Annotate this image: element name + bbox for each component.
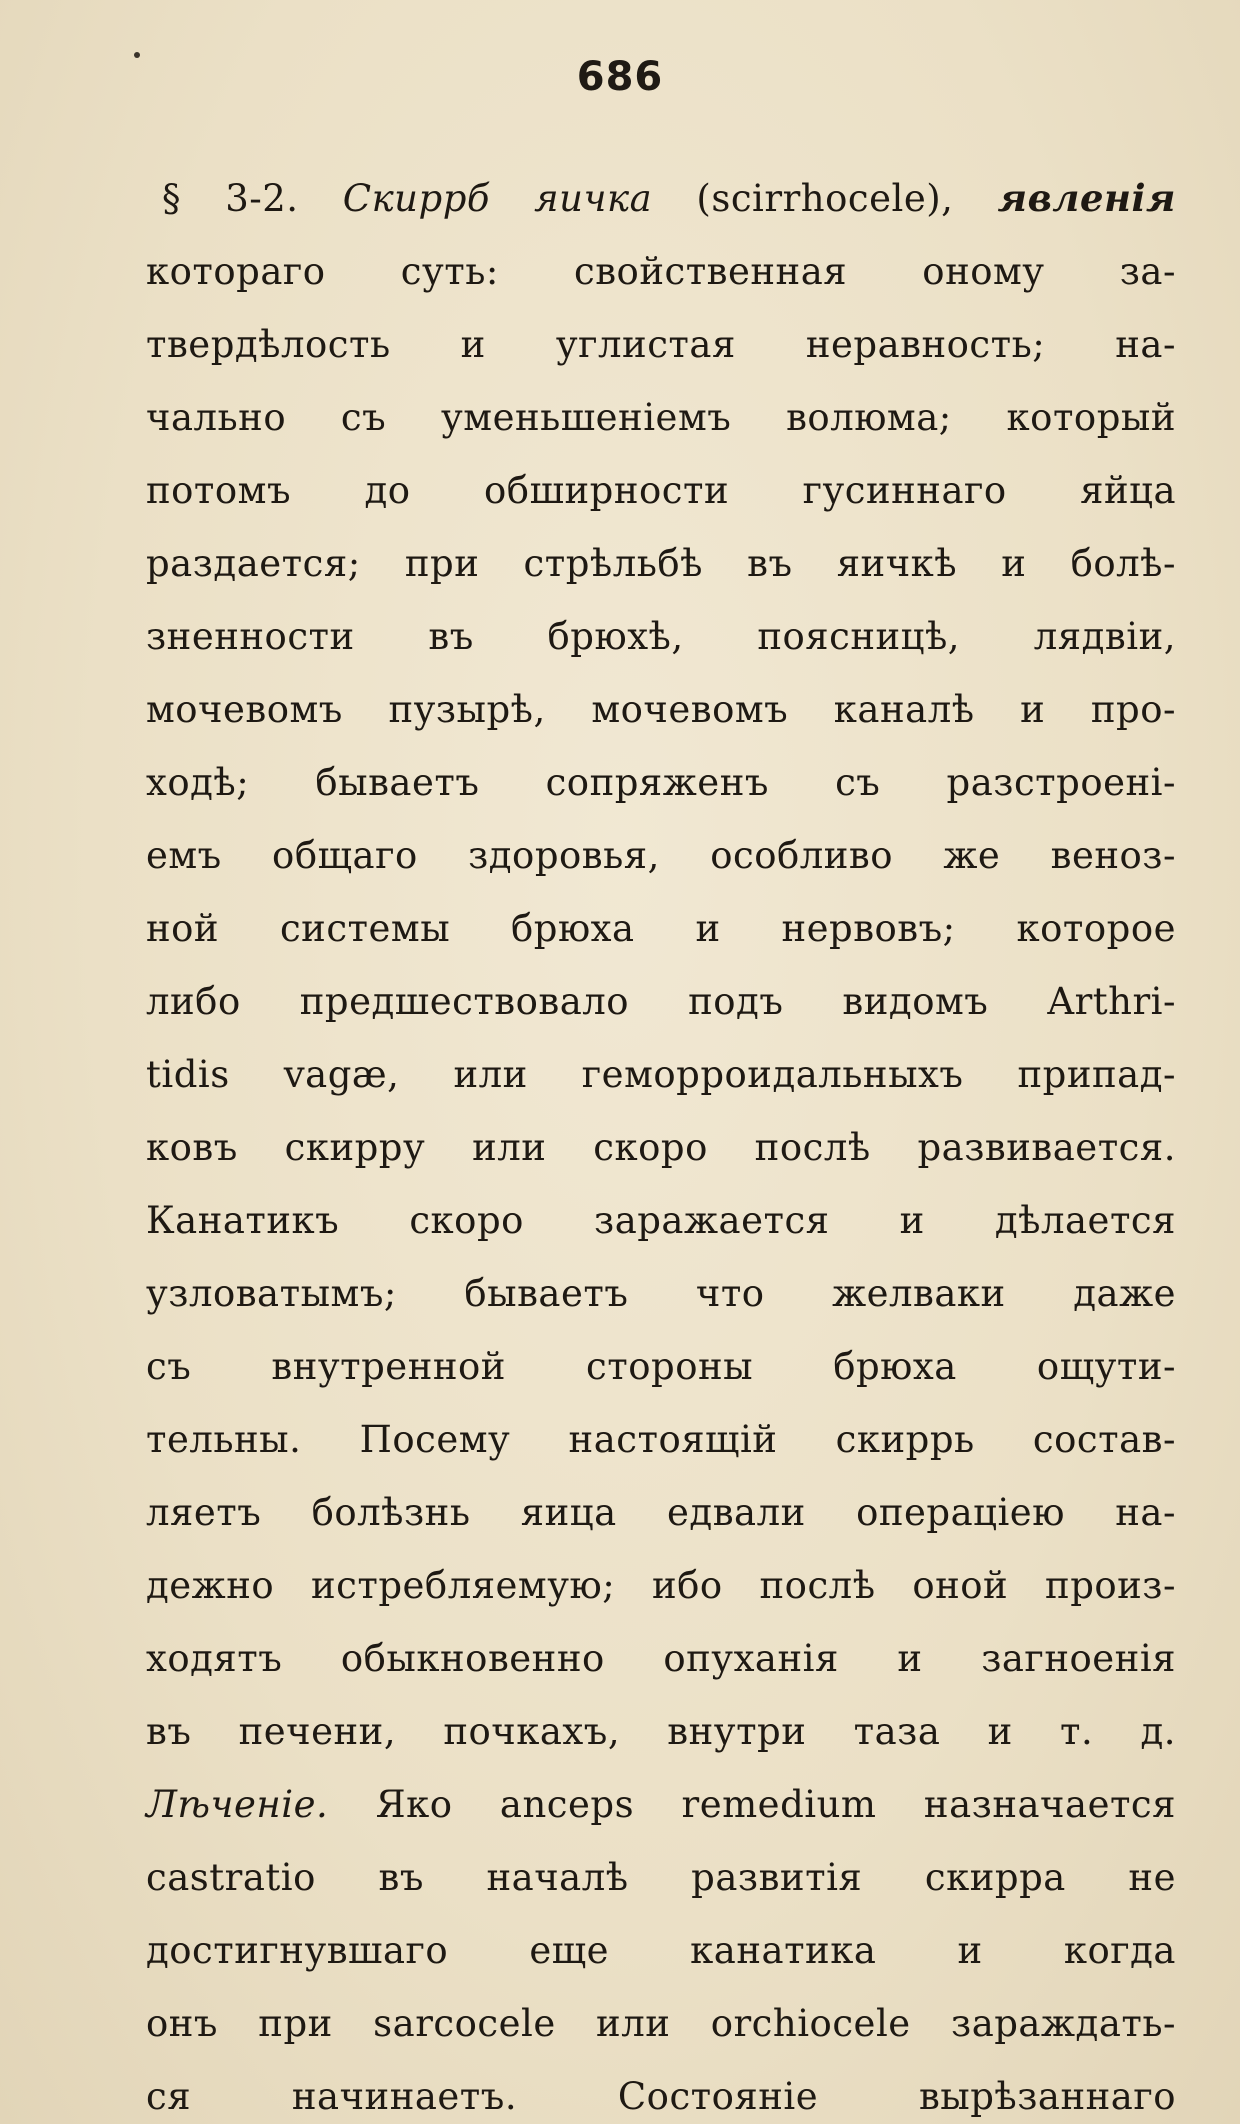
text-line [146,2060,1176,2124]
text-line [146,746,1176,819]
text-line [146,1987,1176,2060]
text-line [146,1330,1176,1403]
text-run: раздается; при стрѣльбѣ въ яичкѣ и болѣ- [146,542,1176,585]
text-line [146,1622,1176,1695]
text-run: достигнувшаго еще канатика и когда [146,1929,1176,1972]
text-run: castratio въ началѣ развитія скирра не [146,1856,1176,1899]
text-run: онъ при sarcocele или orchiocele зараждать- [146,2002,1176,2045]
text-line [146,1038,1176,1111]
text-run: потомъ до обширности гусиннаго яйца [146,469,1176,512]
text-line [146,600,1176,673]
text-line [146,1476,1176,1549]
text-line [146,381,1176,454]
text-run: котораго суть: свойственная оному за- [146,250,1176,293]
text-line [146,892,1176,965]
text-run: ходятъ обыкновенно опуханія и загноенія [146,1637,1176,1680]
text-line [146,1768,1176,1841]
text-run: тельны. Посему настоящій скиррь состав- [146,1418,1176,1461]
text-run: съ внутренной стороны брюха ощути- [146,1345,1176,1388]
text-run: Канатикъ скоро заражается и дѣлается [146,1199,1176,1242]
text-run: узловатымъ; бываетъ что желваки даже [146,1272,1176,1315]
text-run: tidis vagæ, или геморроидальныхъ припад- [146,1053,1176,1096]
text-run: ковъ скирру или скоро послѣ развивается. [146,1126,1176,1169]
text-line [146,819,1176,892]
text-line [146,1695,1176,1768]
text-run: ной системы брюха и нервовъ; которое [146,907,1176,950]
text-line [146,162,1176,235]
text-run: дежно истребляемую; ибо послѣ оной произ- [146,1564,1176,1607]
text-run: ся начинаетъ. Состояніе вырѣзаннаго [146,2075,1176,2118]
text-line [146,235,1176,308]
text-run: Скиррб яичка [342,177,653,220]
text-run: твердѣлость и углистая неравность; на- [146,323,1176,366]
text-line [146,1257,1176,1330]
text-run: емъ общаго здоровья, особливо же веноз- [146,834,1176,877]
text-line [146,1914,1176,1987]
text-line [146,965,1176,1038]
text-run: (scirrhocele), [652,177,998,220]
text-run: чально съ уменьшеніемъ волюма; который [146,396,1176,439]
text-run: зненности въ брюхѣ, поясницѣ, лядвіи, [146,615,1176,658]
body-text [146,162,1176,2124]
text-line [146,1403,1176,1476]
text-run: Лѣченіе. [146,1783,329,1826]
text-run: § 3-2. [162,177,343,220]
text-line [146,673,1176,746]
text-line [146,308,1176,381]
page-number: 686 [576,54,664,100]
text-run: либо предшествовало подъ видомъ Arthri- [146,980,1176,1023]
text-run: явленія [997,176,1176,220]
text-line [146,527,1176,600]
text-line [146,454,1176,527]
text-run: въ печени, почкахъ, внутри таза и т. д. [146,1710,1176,1753]
text-line [146,1549,1176,1622]
text-line [146,1841,1176,1914]
text-run: Яко anceps remedium назначается [328,1783,1176,1826]
text-run: ходѣ; бываетъ сопряженъ съ разстроені- [146,761,1176,804]
text-line [146,1184,1176,1257]
text-run: ляетъ болѣзнь яица едвали операціею на- [146,1491,1176,1534]
text-line [146,1111,1176,1184]
text-run: мочевомъ пузырѣ, мочевомъ каналѣ и про- [146,688,1176,731]
